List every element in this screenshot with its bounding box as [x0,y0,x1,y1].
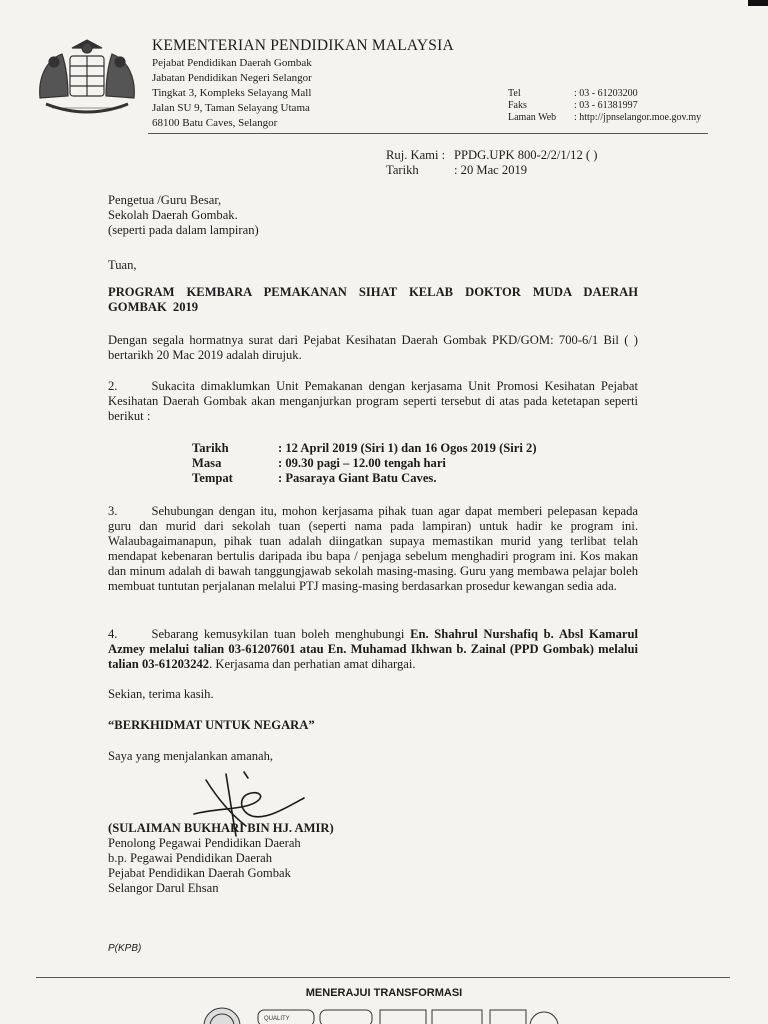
contact-value: : 03 - 61381997 [574,100,638,111]
website-link[interactable]: : http://jpnselangor.moe.gov.my [574,112,702,123]
recipient-line: (seperti pada dalam lampiran) [108,223,259,237]
salutation: Tuan, [108,258,137,272]
contact-label: Tel [508,88,521,99]
contact-value: : 03 - 61203200 [574,88,638,99]
recipient-line: Sekolah Daerah Gombak. [108,208,238,222]
date-label: Tarikh [386,163,419,177]
signatory-line: b.p. Pegawai Pendidikan Daerah [108,851,273,865]
signatory-line: Selangor Darul Ehsan [108,881,219,895]
footer-motto: MENERAJUI TRANSFORMASI [305,987,463,999]
certification-logos [200,1004,560,1024]
detail-label: Masa [192,456,222,470]
paragraph-text: Sukacita dimaklumkan Unit Pemakanan dengan kerjasama Unit Promosi Kesihatan Pejabat Kesihatan Daerah Gombak akan menganjurkan program seperti tersebut di atas pada ketetapan seperti berikut : [108,379,638,423]
subject-line: PROGRAM KEMBARA PEMAKANAN SIHAT KELAB DOKTOR MUDA DAERAH GOMBAK 2019 [108,285,638,314]
paragraph-3 [108,504,638,594]
contact-persons: En. Shahrul Nurshafiq b. Absl Kamarul Azmey melalui talian 03-61207601 atau En. Muhamad Ikhwan b. Zainal (PPD Gombak) melalui talian 03-61203242 [108,627,638,671]
detail-value: : 09.30 pagi – 12.00 tengah hari [278,456,446,470]
contact-block [508,88,701,124]
date-value: : 20 Mac 2019 [454,163,528,177]
address-line: Tingkat 3, Kompleks Selayang Mall [152,87,312,99]
paragraph-number: 2. [108,379,118,393]
signatory-name: (SULAIMAN BUKHARI BIN HJ. AMIR) [108,821,334,835]
motto-quote: “BERKHIDMAT UNTUK NEGARA” [108,718,315,732]
paragraph-2 [108,379,638,424]
detail-label: Tarikh [192,441,229,455]
detail-label: Tempat [192,471,233,485]
recipient-line: Pengetua /Guru Besar, [108,193,222,207]
paragraph-number: 3. [108,504,118,518]
signatory-line: Pejabat Pendidikan Daerah Gombak [108,866,291,880]
program-details [192,441,537,486]
paragraph-1: Dengan segala hormatnya surat dari Pejabat Kesihatan Daerah Gombak PKD/GOM: 700-6/1 Bil ( ) bertarikh 20 Mac 2019 adalah dirujuk. [108,333,638,362]
header-divider [148,133,708,134]
detail-value: : Pasaraya Giant Batu Caves. [278,471,437,485]
contact-label: Faks [508,100,527,111]
closing-line: Sekian, terima kasih. [108,687,214,701]
ministry-name: KEMENTERIAN PENDIDIKAN MALAYSIA [152,37,454,54]
address-line: 68100 Batu Caves, Selangor [152,117,278,129]
scan-edge-mark [748,0,768,6]
address-line: Jalan SU 9, Taman Selayang Utama [152,102,310,114]
paragraph-text: . Kerjasama dan perhatian amat dihargai. [209,657,416,671]
form-code: P(KPB) [108,943,142,954]
address-line: Pejabat Pendidikan Daerah Gombak [152,57,312,69]
quality-logo-text: QUALITY [264,1016,290,1022]
amanah-line: Saya yang menjalankan amanah, [108,749,274,763]
reference-block [386,148,597,178]
signatory-block [108,821,638,896]
ref-value: PPDG.UPK 800-2/2/1/12 ( ) [454,148,598,162]
recipient-block [108,193,638,238]
address-line: Jabatan Pendidikan Negeri Selangor [152,72,312,84]
ministry-crest-icon [32,38,142,120]
office-address [152,56,312,131]
footer-divider [36,977,730,978]
ref-label: Ruj. Kami : [386,148,446,162]
paragraph-4 [108,627,638,672]
contact-label: Laman Web [508,112,557,123]
signatory-line: Penolong Pegawai Pendidikan Daerah [108,836,301,850]
paragraph-text: Sebarang kemusykilan tuan boleh menghubungi [151,627,411,641]
detail-value: : 12 April 2019 (Siri 1) dan 16 Ogos 2019 (Siri 2) [278,441,537,455]
paragraph-text: Sehubungan dengan itu, mohon kerjasama pihak tuan agar dapat memberi pelepasan kepada guru dan murid dari sekolah tuan (seperti nama pada lampiran) untuk hadir ke program ini. Walaubagaimanapun, pihak tuan adalah diingatkan supaya memastikan murid yang terlibat telah mendapat kebenaran bertulis daripada ibu bapa / penjaga sebelum menghadiri program ini. Kos makan dan minum adalah di bawah tanggungjawab sekolah masing-masing. Guru yang membawa pelajar boleh membuat tuntutan perjalanan melalui PTJ masing-masing berdasarkan prosedur kewangan sedia ada. [108,504,638,593]
paragraph-number: 4. [108,627,118,641]
